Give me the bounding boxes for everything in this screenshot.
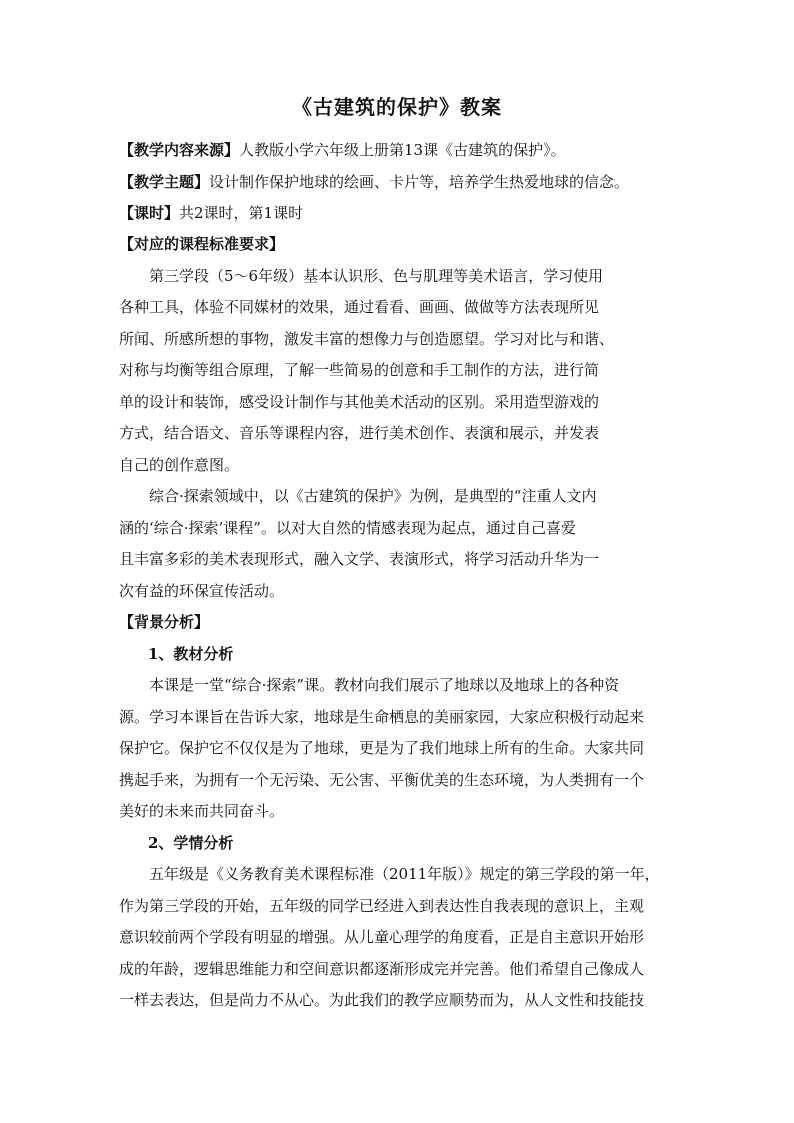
source-text: 人教版小学六年级上册第13课《古建筑的保护》。 (239, 141, 566, 159)
page-title: 《古建筑的保护》教案 (292, 95, 502, 119)
paragraph-line: 成的年龄，逻辑思维能力和空间意识都逐渐形成完并完善。他们希望自己像成人 (119, 960, 645, 978)
paragraph-line: 源。学习本课旨在告诉大家，地球是生命栖息的美丽家园，大家应积极行动起来 (119, 708, 645, 726)
source-label: 【教学内容来源】 (119, 141, 240, 159)
source-line (119, 138, 679, 162)
paragraph-line: 各种工具，体验不同媒材的效果，通过看看、画画、做做等方法表现所见 (119, 298, 600, 316)
paragraph-line: 所闻、所感所想的事物，激发丰富的想像力与创造愿望。学习对比与和谐、 (119, 330, 615, 348)
paragraph-line: 次有益的环保宣传活动。 (119, 582, 285, 600)
paragraph-line: 对称与均衡等组合原理，了解一些简易的创意和手工制作的方法，进行简 (119, 361, 600, 379)
paragraph-line: 涵的‘综合·探索’课程”。以对大自然的情感表现为起点，通过自己喜爱 (119, 519, 576, 537)
paragraph-line: 综合·探索领域中，以《古建筑的保护》为例，是典型的“注重人文内 (149, 487, 597, 505)
hours-text: 共2课时，第1课时 (179, 204, 304, 222)
paragraph-line: 本课是一堂“综合·探索”课。教材向我们展示了地球以及地球上的各种资 (149, 676, 620, 694)
theme-text: 设计制作保护地球的绘画、卡片等，培养学生热爱地球的信念。 (209, 173, 630, 191)
paragraph-line: 意识较前两个学段有明显的增强。从儿童心理学的角度看，正是自主意识开始形 (119, 928, 645, 946)
hours-line (119, 201, 679, 225)
paragraph-line: 自己的创作意图。 (119, 456, 240, 474)
material-subheading: 1、教材分析 (148, 645, 234, 663)
paragraph-line: 且丰富多彩的美术表现形式，融入文学、表演形式，将学习活动升华为一 (119, 550, 600, 568)
paragraph-line: 保护它。保护它不仅仅是为了地球，更是为了我们地球上所有的生命。大家共同 (119, 739, 645, 757)
standards-heading: 【对应的课程标准要求】 (119, 235, 285, 253)
paragraph-line: 第三学段（5～6年级）基本认识形、色与肌理等美术语言，学习使用 (149, 267, 604, 285)
paragraph-line: 携起手来，为拥有一个无污染、无公害、平衡优美的生态环境，为人类拥有一个 (119, 771, 645, 789)
hours-label: 【课时】 (119, 204, 180, 222)
theme-label: 【教学主题】 (119, 173, 210, 191)
paragraph-line: 美好的未来而共同奋斗。 (119, 802, 285, 820)
paragraph-line: 方式，结合语文、音乐等课程内容，进行美术创作、表演和展示，并发表 (119, 424, 600, 442)
paragraph-line: 作为第三学段的开始，五年级的同学已经进入到表达性自我表现的意识上，主观 (119, 897, 645, 915)
theme-line (119, 170, 679, 194)
paragraph-line: 五年级是《义务教育美术课程标准（2011年版）》规定的第三学段的第一年， (149, 865, 660, 883)
background-heading: 【背景分析】 (119, 613, 210, 631)
paragraph-line: 单的设计和装饰，感受设计制作与其他美术活动的区别。采用造型游戏的 (119, 393, 600, 411)
students-subheading: 2、学情分析 (148, 834, 234, 852)
paragraph-line: 一样去表达，但是尚力不从心。为此我们的教学应顺势而为，从人文性和技能技 (119, 991, 645, 1009)
